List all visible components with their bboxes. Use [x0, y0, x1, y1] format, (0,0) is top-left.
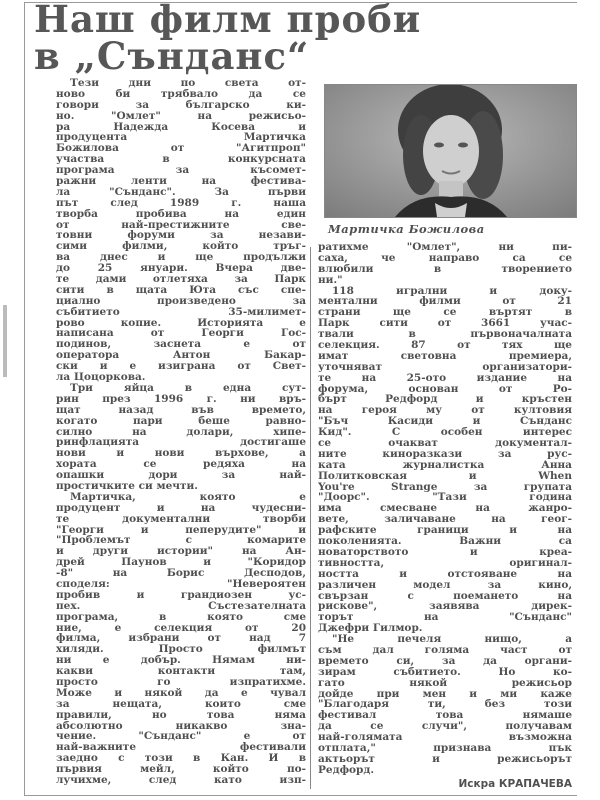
- text-line: саха, че направо са се: [318, 252, 572, 264]
- text-line: творба пробива на един: [56, 208, 306, 220]
- text-line: и други истории" на Ан-: [56, 546, 306, 558]
- text-line: тивността, оригинал-: [318, 557, 572, 569]
- text-line: събитието 35-милимет-: [56, 306, 306, 318]
- text-line: твали в първоначалната: [318, 329, 572, 341]
- text-line: ността и отстояване на: [318, 568, 572, 580]
- scan-edge-mark: [3, 305, 7, 377]
- text-line: абсолютно никакво зна-: [56, 720, 306, 732]
- photo-caption: Мартичка Божилова: [328, 222, 485, 236]
- text-line: те на 25-ото издание на: [318, 372, 572, 384]
- text-line: хиляди. Просто филмът: [56, 644, 306, 656]
- text-line: съм дал голяма част от: [318, 644, 572, 656]
- text-line: ни.": [318, 274, 343, 286]
- text-line: актьорът и режисьорът: [318, 753, 572, 765]
- text-line: Божилова от "Агитпроп": [56, 143, 306, 155]
- text-line: "Благодаря ти, без този: [318, 699, 572, 711]
- text-line: чение. "Сънданс" е от: [56, 731, 306, 743]
- text-line: ва днес и ще продължи: [56, 252, 306, 264]
- text-line: програма за късомет-: [56, 165, 306, 177]
- text-line: когато пари беше равно-: [56, 415, 306, 427]
- text-line: "Доорс". "Тази година: [318, 492, 572, 504]
- column-divider: [310, 247, 311, 789]
- text-line: зирам събитието. Но ко-: [318, 666, 572, 678]
- text-line: страни ще се въртят в: [318, 307, 572, 319]
- text-line: пробив и грандиозен ус-: [56, 589, 306, 601]
- text-line: простичките си мечти.: [56, 480, 198, 492]
- text-line: на героя му от култовия: [318, 405, 572, 417]
- text-line: сити в щата Юта със спе-: [56, 284, 306, 296]
- text-line: "Георги и пеперудите" и: [56, 524, 306, 536]
- text-line: дрей Паунов и "Коридор: [56, 557, 306, 569]
- text-line: "Проблемът с комарите: [56, 535, 306, 547]
- text-line: силно на долари, хипе-: [56, 426, 306, 438]
- text-line: оператора Антон Бакар-: [56, 350, 306, 362]
- text-line: да се случи", получавам: [318, 721, 572, 733]
- text-line: споделя: "Невероятен: [56, 578, 306, 590]
- text-line: рискове", заявява дирек-: [318, 601, 572, 613]
- text-line: Политковская и When: [318, 470, 572, 482]
- text-line: участва в конкурсната: [56, 154, 306, 166]
- text-line: различен модел за кино,: [318, 579, 572, 591]
- text-line: щат назад във времето,: [56, 404, 306, 416]
- text-line: уточняват организатори-: [318, 361, 572, 373]
- text-line: продуцент и на чудесни-: [56, 502, 306, 514]
- text-line: You're Strange за групата: [318, 481, 572, 493]
- text-line: свързан с поемането на: [318, 590, 572, 602]
- text-line: новаторството и креа-: [318, 546, 572, 558]
- text-line: Мартичка, която е: [70, 491, 306, 503]
- text-line: бърт Редфорд и кръстен: [318, 394, 572, 406]
- text-line: Парк сити от 3661 учас-: [318, 318, 572, 330]
- text-line: път след 1989 г. наша: [56, 197, 306, 209]
- text-line: подинов, заснета е от: [56, 339, 306, 351]
- text-line: отплата," признава пък: [318, 742, 572, 754]
- text-line: продуцента Мартичка: [56, 132, 306, 144]
- text-line: гато някой режисьор: [318, 677, 572, 689]
- text-line: първия мейл, който по-: [56, 764, 306, 775]
- text-line: нови и нови върхове, а: [56, 448, 306, 460]
- text-line: "Не печеля нищо, а: [332, 634, 572, 645]
- text-line: фестивал това нямаше: [318, 710, 572, 722]
- text-line: говори за българско ки-: [56, 99, 306, 111]
- portrait-image: [325, 85, 576, 217]
- text-line: форума, основан от Ро-: [318, 383, 572, 395]
- text-line: филма, избрани от над 7: [56, 633, 306, 645]
- text-line: рин през 1996 г. ни връ-: [56, 393, 306, 405]
- text-line: ратихме "Омлет", ни пи-: [318, 242, 572, 253]
- text-line: ните киноразкази за рус-: [318, 448, 572, 460]
- text-line: програма, в която сме: [56, 611, 306, 623]
- text-line: поколенията. Важни са: [318, 536, 572, 547]
- text-line: но. "Омлет" на режисьо-: [56, 110, 306, 122]
- text-line: какви контакти там,: [56, 666, 306, 677]
- text-line: опашки дори за най-: [56, 470, 306, 481]
- text-line: написана от Георги Гос-: [56, 328, 306, 340]
- text-line: рово копие. Историята е: [56, 317, 306, 329]
- right-text-column: [318, 242, 572, 776]
- author-byline: Искра КРАПАЧЕВА: [458, 778, 572, 790]
- text-line: имат световна премиера,: [318, 350, 572, 362]
- text-line: ла "Сънданс". За първи: [56, 186, 306, 198]
- text-line: Редфорд.: [318, 764, 375, 776]
- text-line: те дами отлетяха за Парк: [56, 274, 306, 285]
- text-line: -8" на Борис Десподов,: [56, 568, 306, 579]
- text-line: най-важните фестивали: [56, 742, 306, 754]
- text-line: лучихме, след като изп-: [56, 775, 306, 786]
- text-line: ката журналистка Анна: [318, 459, 572, 471]
- text-line: рафските граници и на: [318, 525, 572, 537]
- text-line: ра Надежда Косева и: [56, 121, 306, 133]
- text-line: от най-престижните све-: [56, 219, 306, 231]
- text-line: ново би трябвало да се: [56, 88, 306, 100]
- text-line: пех. Състезателната: [56, 600, 306, 612]
- portrait-photo: [324, 84, 577, 218]
- text-line: вете, заличаване на геог-: [318, 514, 572, 526]
- text-line: сими филми, който тръг-: [56, 241, 306, 253]
- text-line: се очакват документал-: [318, 438, 572, 449]
- text-line: просто го изпратихме.: [56, 676, 306, 688]
- text-line: "Бъч Касиди и Сънданс: [318, 416, 572, 428]
- text-line: има смесване на жанро-: [318, 503, 572, 515]
- headline-line-2: в „Сънданс“: [34, 34, 310, 78]
- headline-line-1: Наш филм проби: [34, 0, 422, 41]
- text-line: ражни ленти на фестива-: [56, 176, 306, 187]
- text-line: 118 игрални и доку-: [332, 285, 572, 297]
- text-line: до 25 януари. Вчера две-: [56, 263, 306, 275]
- text-line: Джефри Гилмор.: [318, 623, 423, 635]
- text-line: Кид". С особен интерес: [318, 427, 572, 439]
- text-line: хората се редяха на: [56, 459, 306, 471]
- left-text-column: [56, 78, 306, 786]
- text-line: селекция. 87 от тях ще: [318, 340, 572, 351]
- text-line: те документални творби: [56, 513, 306, 525]
- text-line: ски и е изиграна от Свет-: [56, 361, 306, 373]
- text-line: ние, е селекция от 20: [56, 622, 306, 634]
- text-line: товни форуми за незави-: [56, 230, 306, 242]
- text-line: ментални филми от 21: [318, 296, 572, 308]
- text-line: дойде при мен и ми каже: [318, 688, 572, 700]
- text-line: правили, но това няма: [56, 709, 306, 721]
- text-line: ни е добър. Нямам ни-: [56, 655, 306, 667]
- text-line: времето си, за да органи-: [318, 655, 572, 667]
- article-headline: [34, 0, 579, 78]
- text-line: най-голямата възможна: [318, 732, 572, 743]
- text-line: Може и някой да е чувал: [56, 687, 306, 699]
- text-line: ринфлацията достигаше: [56, 437, 306, 449]
- text-line: заедно с този в Кан. И в: [56, 753, 306, 765]
- text-line: торът на "Сънданс": [318, 612, 572, 624]
- text-line: ла Цоцоркова.: [56, 372, 146, 383]
- text-line: Три яйца в една сут-: [70, 382, 306, 394]
- text-line: циално произведено за: [56, 295, 306, 307]
- text-line: Тези дни по света от-: [70, 78, 306, 89]
- text-line: за нещата, които сме: [56, 698, 306, 710]
- text-line: влюбили в творението: [318, 263, 572, 275]
